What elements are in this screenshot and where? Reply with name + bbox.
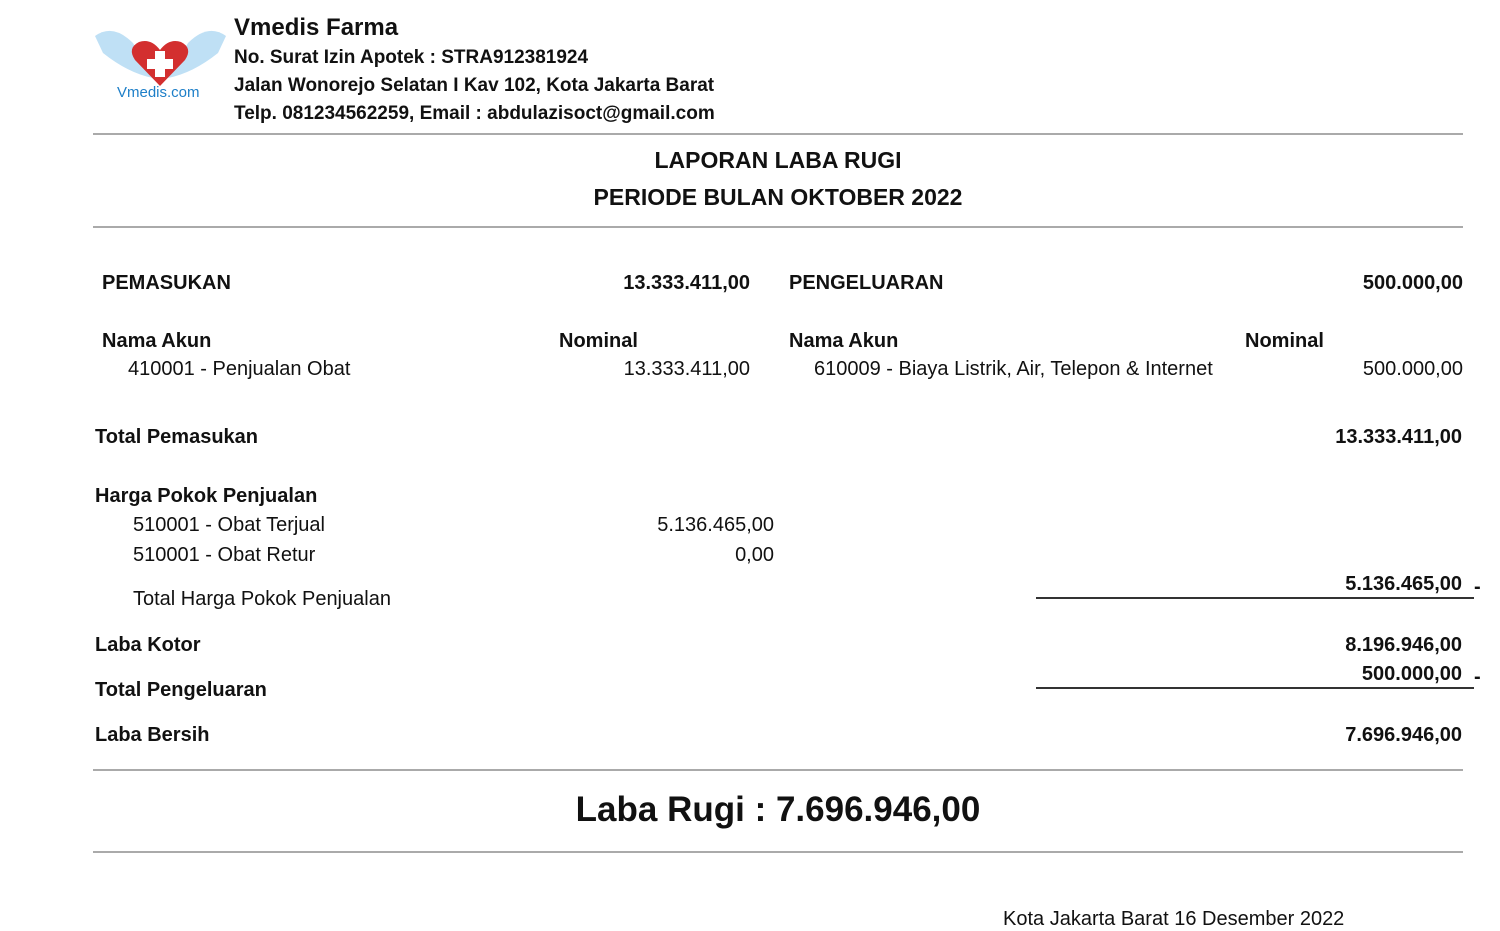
report-period: PERIODE BULAN OKTOBER 2022 <box>593 184 963 210</box>
pemasukan-item-name: 410001 - Penjualan Obat <box>128 358 351 380</box>
hpp-item-nominal: 0,00 <box>735 544 774 566</box>
pengeluaran-item-name: 610009 - Biaya Listrik, Air, Telepon & Internet <box>814 358 1213 380</box>
hpp-item-name: 510001 - Obat Retur <box>133 544 316 566</box>
pengeluaran-item-nominal: 500.000,00 <box>1362 358 1463 380</box>
pemasukan-total: 13.333.411,00 <box>623 272 750 294</box>
minus-sign: - <box>1474 576 1481 598</box>
pemasukan-item-nominal: 13.333.411,00 <box>623 358 750 380</box>
col-nominal: Nominal <box>559 330 638 352</box>
hpp-label: Harga Pokok Penjualan <box>95 485 318 507</box>
total-pengeluaran-label: Total Pengeluaran <box>95 679 267 701</box>
divider <box>93 133 1463 135</box>
pengeluaran-total: 500.000,00 <box>1362 272 1463 294</box>
company-name: Vmedis Farma <box>234 14 399 41</box>
hpp-item-name: 510001 - Obat Terjual <box>133 514 325 536</box>
col-nama-akun: Nama Akun <box>789 330 899 352</box>
address: Jalan Wonorejo Selatan I Kav 102, Kota Jakarta Barat <box>234 75 715 96</box>
divider <box>93 226 1463 228</box>
total-pemasukan-label: Total Pemasukan <box>95 426 259 448</box>
total-pengeluaran-value: 500.000,00 <box>1361 663 1462 685</box>
pengeluaran-label: PENGELUARAN <box>789 272 944 294</box>
total-pemasukan-value: 13.333.411,00 <box>1335 426 1462 448</box>
logo-text: Vmedis.com <box>117 84 200 101</box>
license-number: No. Surat Izin Apotek : STRA912381924 <box>234 47 589 68</box>
laba-bersih-value: 7.696.946,00 <box>1345 724 1462 746</box>
col-nominal: Nominal <box>1245 330 1324 352</box>
divider <box>93 769 1463 771</box>
col-nama-akun: Nama Akun <box>102 330 212 352</box>
pemasukan-label: PEMASUKAN <box>102 272 231 294</box>
report-title: LAPORAN LABA RUGI <box>654 147 902 173</box>
minus-sign: - <box>1474 666 1481 688</box>
laba-rugi-result: Laba Rugi : 7.696.946,00 <box>575 790 981 829</box>
logo <box>93 18 228 113</box>
laba-kotor-label: Laba Kotor <box>95 634 201 656</box>
total-hpp-label: Total Harga Pokok Penjualan <box>133 588 391 610</box>
total-hpp-value: 5.136.465,00 <box>1345 573 1462 595</box>
laba-kotor-value: 8.196.946,00 <box>1345 634 1462 656</box>
laba-bersih-label: Laba Bersih <box>95 724 210 746</box>
subtotal-line <box>1036 687 1474 689</box>
place-date: Kota Jakarta Barat 16 Desember 2022 <box>1003 908 1345 930</box>
contact: Telp. 081234562259, Email : abdulazisoct@gmail.com <box>234 103 715 124</box>
subtotal-line <box>1036 597 1474 599</box>
divider <box>93 851 1463 853</box>
hpp-item-nominal: 5.136.465,00 <box>657 514 774 536</box>
